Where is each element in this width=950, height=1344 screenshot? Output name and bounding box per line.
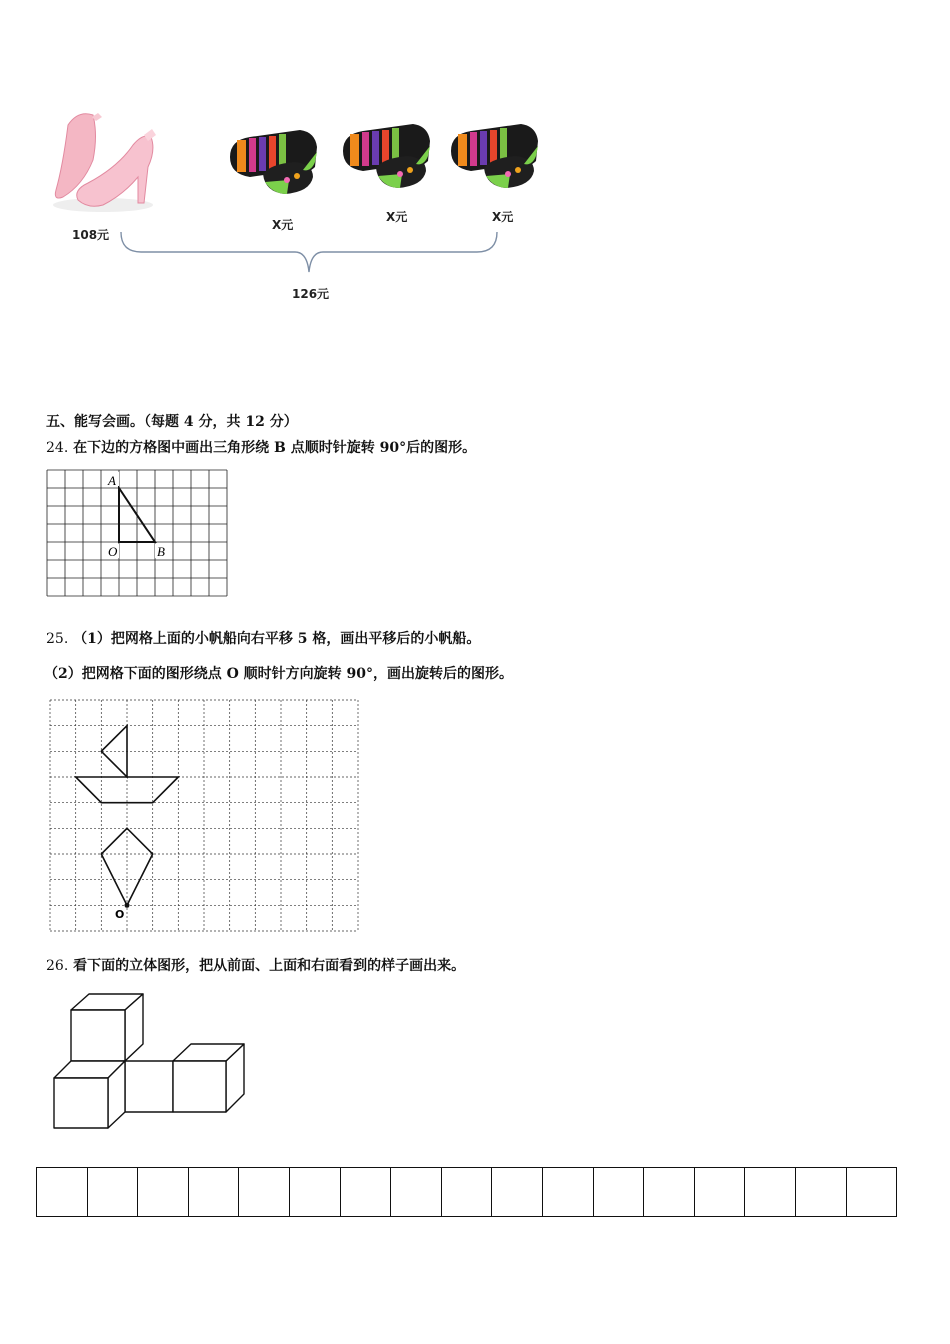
q25-grid <box>48 698 364 934</box>
answer-cell[interactable] <box>189 1168 240 1216</box>
question-number: 26. <box>46 958 69 974</box>
sock-price-label: X元 <box>386 210 408 224</box>
point-o-label: O <box>108 544 118 559</box>
answer-cell[interactable] <box>391 1168 442 1216</box>
point-b-label: B <box>157 544 165 559</box>
answer-cell[interactable] <box>745 1168 796 1216</box>
total-brace <box>115 228 515 278</box>
socks-image-1 <box>225 122 325 197</box>
answer-cell[interactable] <box>138 1168 189 1216</box>
question-26 <box>46 955 465 975</box>
answer-grid-row <box>36 1167 897 1217</box>
answer-cell[interactable] <box>37 1168 88 1216</box>
socks-image-3 <box>446 116 546 191</box>
point-a-label: A <box>108 473 116 488</box>
sock-price-label: X元 <box>272 218 294 232</box>
section-heading: 五、能写会画。（每题 4 分，共 12 分） <box>46 414 298 430</box>
answer-cell[interactable] <box>847 1168 897 1216</box>
shoes-price-label: 108元 <box>72 228 110 242</box>
shoes-image <box>48 105 168 215</box>
answer-cell[interactable] <box>88 1168 139 1216</box>
question-25 <box>46 628 480 648</box>
question-25-part-2: （2）把网格下面的图形绕点 O 顺时针方向旋转 90°，画出旋转后的图形。 <box>44 666 514 682</box>
answer-cell[interactable] <box>695 1168 746 1216</box>
answer-cell[interactable] <box>492 1168 543 1216</box>
answer-cell[interactable] <box>341 1168 392 1216</box>
question-number: 25. <box>46 631 69 647</box>
q24-grid <box>45 468 235 600</box>
socks-image-2 <box>338 116 438 191</box>
answer-cell[interactable] <box>543 1168 594 1216</box>
question-text: 在下边的方格图中画出三角形绕 B 点顺时针旋转 90°后的图形。 <box>73 440 477 456</box>
point-o-label: O <box>115 908 125 921</box>
answer-cell[interactable] <box>796 1168 847 1216</box>
answer-cell[interactable] <box>239 1168 290 1216</box>
socks-total-label: 126元 <box>292 287 330 301</box>
sailboat <box>76 726 179 803</box>
answer-cell[interactable] <box>594 1168 645 1216</box>
answer-cell[interactable] <box>644 1168 695 1216</box>
cube-figure <box>52 992 252 1132</box>
question-text: 看下面的立体图形，把从前面、上面和右面看到的样子画出来。 <box>73 958 466 974</box>
question-number: 24. <box>46 440 69 456</box>
question-part-1: （1）把网格上面的小帆船向右平移 5 格，画出平移后的小帆船。 <box>73 631 481 647</box>
sock-price-label: X元 <box>492 210 514 224</box>
answer-cell[interactable] <box>290 1168 341 1216</box>
question-24 <box>46 437 476 457</box>
answer-cell[interactable] <box>442 1168 493 1216</box>
